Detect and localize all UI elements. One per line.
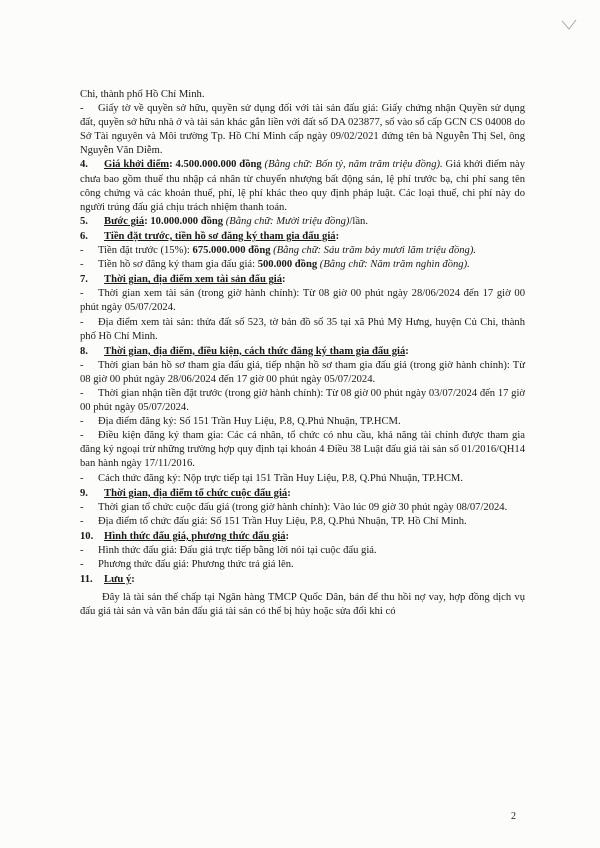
registration-fee-words: (Bằng chữ: Năm trăm nghìn đồng).	[317, 259, 470, 271]
dossier-time-item: - Thời gian bán hồ sơ tham gia đấu giá, tiếp nhận hồ sơ tham gia đấu giá (trong giờ hành chính): Từ 08 giờ 00 phút ngày 28/06/2024 đến 17 giờ 00 phút ngày 05/07/2024.	[80, 359, 525, 385]
auction-method-item: - Phương thức đấu giá: Phương thức trả giá lên.	[80, 559, 294, 571]
section-title: Thời gian, địa điểm, điều kiện, cách thức đăng ký tham gia đấu giá	[104, 345, 406, 357]
section-number: 9.	[80, 487, 88, 499]
auction-place-item: - Địa điểm tổ chức đấu giá: Số 151 Trần Huy Liệu, P.8, Q.Phú Nhuận, TP. Hồ Chí Minh.	[80, 515, 467, 527]
document-body	[80, 88, 525, 619]
section-number: 6.	[80, 230, 88, 242]
viewing-time-item: - Thời gian xem tài sản (trong giờ hành chính): Từ 08 giờ 00 phút ngày 28/06/2024 đến 17 giờ 00 phút ngày 05/07/2024.	[80, 288, 525, 314]
deposit-words: (Bằng chữ: Sáu trăm bảy mươi lăm triệu đồng).	[270, 245, 477, 257]
section-title: Giá khởi điểm	[104, 159, 170, 171]
bid-step-words: (Bằng chữ: Mười triệu đồng)	[223, 215, 350, 227]
deposit-amount: 675.000.000 đồng	[192, 245, 271, 257]
section-number: 5.	[80, 215, 88, 227]
bid-step-amount: 10.000.000 đồng	[150, 215, 224, 227]
section-number: 7.	[80, 274, 88, 286]
registration-method-item: - Cách thức đăng ký: Nộp trực tiếp tại 151 Trần Huy Liệu, P.8, Q.Phú Nhuận, TP.HCM.	[80, 472, 463, 484]
section-number: 10.	[80, 530, 94, 542]
registration-fee-amount: 500.000 đồng	[257, 259, 318, 271]
section-registration-title: 8. Thời gian, địa điểm, điều kiện, cách thức đăng ký tham gia đấu giá:	[80, 345, 525, 359]
section-title: Tiền đặt trước, tiền hồ sơ đăng ký tham gia đấu giá	[104, 230, 336, 242]
auction-time-item: - Thời gian tổ chức cuộc đấu giá (trong giờ hành chính): Vào lúc 09 giờ 30 phút ngày 08/07/2024.	[80, 501, 508, 513]
auction-form-item: - Hình thức đấu giá: Đấu giá trực tiếp bằng lời nói tại cuộc đấu giá.	[80, 545, 377, 556]
deposit-time-item: - Thời gian nhận tiền đặt trước (trong giờ hành chính): Từ 08 giờ 00 phút ngày 03/07/2024 đến 17 giờ 00 phút ngày 05/07/2024.	[80, 387, 525, 414]
starting-price-note: Giá khởi điểm này chưa bao gồm thuế thu nhập cá nhân từ chuyển nhượng bất động sản, lệ phí trước bạ, chi phí sang tên công chứng và các khoản thuế, phí, lệ phí khác theo quy định pháp luật. Các loại thuế, chi phí này do người trúng đấu giá chịu trách nhiệm thanh toán.	[80, 159, 526, 213]
bullet-dash: -	[80, 103, 84, 115]
section-title: Lưu ý	[104, 574, 132, 586]
section-number: 8.	[80, 345, 88, 357]
registration-fee-item: - Tiền hồ sơ đăng ký tham gia đấu giá: 500.000 đồng (Bằng chữ: Năm trăm nghìn đồng).	[80, 259, 470, 271]
section-number: 4.	[80, 159, 88, 171]
section-viewing-title: 7. Thời gian, địa điểm xem tài sản đấu giá:	[80, 273, 525, 287]
paragraph-ownership-papers: - Giấy tờ về quyền sở hữu, quyền sử dụng đối với tài sản đấu giá: Giấy chứng nhận Quyền sử dụng đất, quyền sở hữu nhà ở và tài sản khác gắn liền với đất số DA 023877, số vào sổ cấp GCN CS 04008 do Sở Tài nguyên và Môi trường Tp. Hồ Chí Minh cấp ngày 09/02/2021 đứng tên bà Nguyễn Thị Sel, ông Nguyễn Văn Diễm.	[80, 103, 525, 157]
section-deposit-title: 6. Tiền đặt trước, tiền hồ sơ đăng ký tham gia đấu giá:	[80, 230, 525, 244]
registration-conditions-item: - Điều kiện đăng ký tham gia: Các cá nhân, tổ chức có nhu cầu, khả năng tài chính được tham gia đăng ký ngoại trừ những trường hợp quy định tại khoản 4 Điều 38 Luật đấu giá tài sản số 01/2016/QH14 ban hành ngày 17/11/2016.	[80, 430, 525, 470]
starting-price-words: (Bằng chữ: Bốn tỷ, năm trăm triệu đồng).	[261, 159, 443, 171]
section-note-title: 11. Lưu ý:	[80, 573, 525, 587]
section-title: Bước giá	[104, 215, 145, 227]
page-number: 2	[511, 811, 516, 822]
section-title: Hình thức đấu giá, phương thức đấu giá	[104, 530, 286, 542]
registration-place-item: - Địa điểm đăng ký: Số 151 Trần Huy Liệu, P.8, Q.Phú Nhuận, TP.HCM.	[80, 416, 401, 428]
corner-pen-mark	[560, 18, 578, 32]
paragraph-address-end: Chi, thành phố Hồ Chí Minh.	[80, 89, 205, 100]
section-auction-form-title: 10. Hình thức đấu giá, phương thức đấu giá:	[80, 530, 525, 544]
section-bid-step: 5. Bước giá: 10.000.000 đồng (Bằng chữ: Mười triệu đồng)/lần.	[80, 215, 525, 229]
viewing-place-item: - Địa điểm xem tài sản: thửa đất số 523, tờ bản đồ số 35 tại xã Phú Mỹ Hưng, huyện Củ Chi, thành phố Hồ Chí Minh.	[80, 316, 525, 342]
section-title: Thời gian, địa điểm xem tài sản đấu giá	[104, 274, 283, 286]
section-number: 11.	[80, 574, 93, 586]
deposit-item: - Tiền đặt trước (15%): 675.000.000 đồng (Bằng chữ: Sáu trăm bảy mươi lăm triệu đồng).	[80, 245, 477, 257]
section-title: Thời gian, địa điểm tổ chức cuộc đấu giá	[104, 487, 288, 499]
starting-price-amount: 4.500.000.000 đồng	[175, 159, 262, 171]
section-starting-price: 4. Giá khởi điểm: 4.500.000.000 đồng (Bằng chữ: Bốn tỷ, năm trăm triệu đồng). Giá khởi điểm này chưa bao gồm thuế thu nhập cá nhân từ chuyển nhượng bất động sản, lệ phí trước bạ, chi phí sang tên công chứng và các khoản thuế, phí, lệ phí khác theo quy định pháp luật. Các loại thuế, chi phí này do người trúng đấu giá chịu trách nhiệm thanh toán.	[80, 159, 526, 213]
section-auction-time-title: 9. Thời gian, địa điểm tổ chức cuộc đấu giá:	[80, 487, 525, 501]
note-paragraph: Đây là tài sản thế chấp tại Ngân hàng TMCP Quốc Dân, bán để thu hồi nợ vay, hợp đồng dịch vụ đấu giá tài sản và văn bản đấu giá tài sản có thể bị hủy hoặc sửa đổi khi có	[80, 592, 525, 618]
